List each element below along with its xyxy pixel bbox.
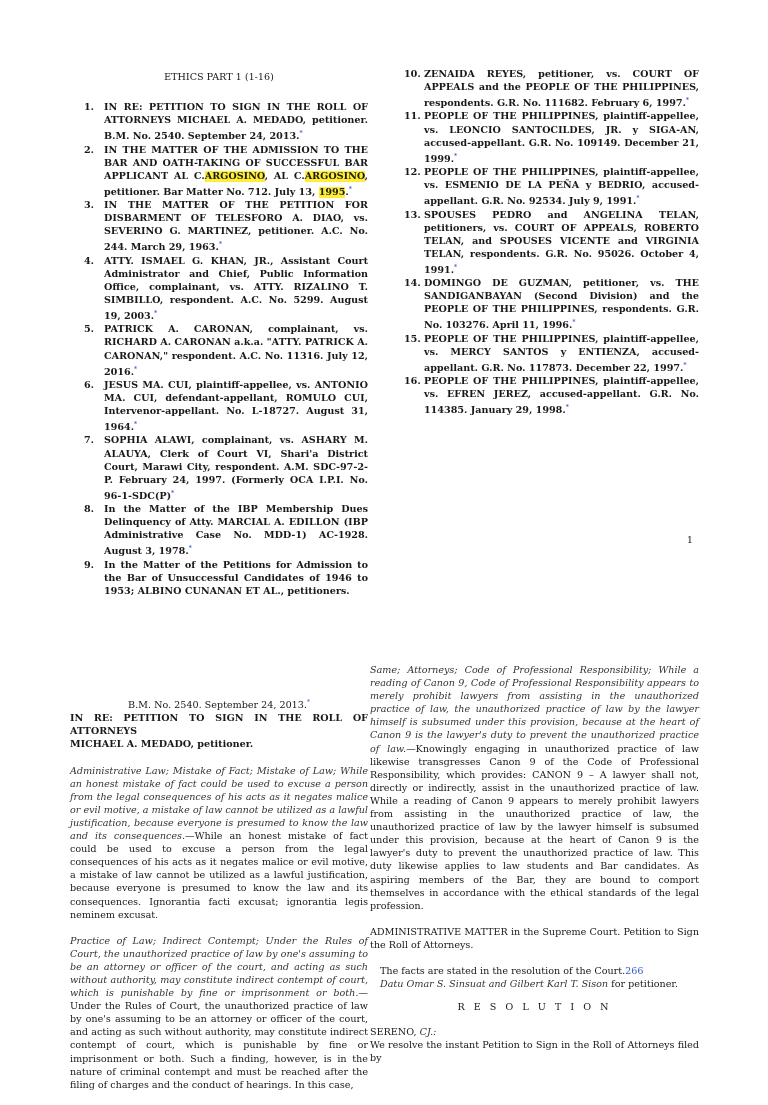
- footnote-marker[interactable]: *: [636, 195, 640, 203]
- footnote-marker[interactable]: *: [454, 152, 458, 160]
- case-item: [70, 144, 368, 200]
- resolution-first-line: We resolve the instant Petition to Sign in the Roll of Attorneys filed by: [370, 1040, 699, 1065]
- case-text: JESUS MA. CUI, plaintiff-appellee, vs. ANTONIO MA. CUI, defendant-appellant, ROMULO CUI, Intervenor-appellant. No. L-18727. August 31, 1964.: [104, 379, 368, 434]
- case-text: PEOPLE OF THE PHILIPPINES, plaintiff-appellee, vs. MERCY SANTOS y ENTIENZA, accused-appellant. G.R. No. 117873. December 22, 1997.: [424, 333, 699, 375]
- justice-line: SERENO, CJ.:: [370, 1027, 437, 1039]
- case-text: SPOUSES PEDRO and ANGELINA TELAN, petitioners, vs. COURT OF APPEALS, ROBERTO TELAN, and SPOUSES VICENTE and VIRGINIA TELAN, respondents. G.R. No. 95026. October 4, 1991.: [424, 209, 699, 277]
- case-item: [390, 166, 699, 208]
- case-text: PEOPLE OF THE PHILIPPINES, plaintiff-appellee, vs. ESMENIO DE LA PEÑA y BEDRIO, accused-appellant. G.R. No. 92534. July 9, 1991.: [424, 167, 699, 208]
- syllabus-paragraph-2: Practice of Law; Indirect Contempt; Under the Rules of Court, the unauthorized practice of law by one's assuming to be an attorney or officer of the court, and acting as such without authority, may constitute indirect contempt of court, which is punishable by fine or imprisonment or both.—Under the Rules of Court, the unauthorized practice of law by one's assuming to be an attorney or officer of the court, and acting as such without authority, may constitute indirect contempt of court, which is punishable by fine or imprisonment or both. Such a finding, however, is in the nature of criminal contempt and must be reached after the filing of charges and the conduct of hearings. In this case,: [70, 935, 368, 1091]
- case-text: In the Matter of the Petitions for Admission to the Bar of Unsuccessful Candidates of 1946 to 1953; ALBINO CUNANAN ET AL., petitioners.: [104, 559, 368, 597]
- case-number: 13.: [404, 209, 421, 221]
- case-text: PATRICK A. CARONAN, complainant, vs. RICHARD A. CARONAN a.k.a. "ATTY. PATRICK A. CARONAN," respondent. A.C. No. 11316. July 12, 2016.: [104, 324, 368, 378]
- left-column: [70, 0, 368, 598]
- footnote-marker[interactable]: *: [683, 361, 687, 369]
- case-item: [70, 379, 368, 435]
- case-number: 1.: [84, 102, 95, 114]
- page-title: ETHICS PART 1 (1-16): [164, 72, 274, 83]
- footnote-link[interactable]: 266: [625, 965, 644, 977]
- case-item: [70, 101, 368, 143]
- case-text: IN THE MATTER OF THE PETITION FOR DISBARMENT OF TELESFORO A. DIAO, vs. SEVERINO G. MARTINEZ, petitioner. A.C. No. 244. March 29, 1963.: [104, 200, 368, 254]
- counsel-line: Datu Omar S. Sinsuat and Gilbert Karl T. Sison for petitioner.: [380, 979, 678, 991]
- case-item: [70, 323, 368, 379]
- case-text: , AL C.: [264, 170, 305, 182]
- footnote-marker[interactable]: *: [134, 421, 138, 429]
- case-number: 2.: [84, 144, 95, 156]
- case-list-left: [70, 101, 368, 598]
- case-item: [390, 110, 699, 166]
- footnote-marker[interactable]: *: [188, 545, 192, 553]
- case-number: 7.: [84, 435, 95, 447]
- case-number: 10.: [404, 69, 421, 80]
- case-number: 16.: [404, 376, 421, 388]
- resolution-heading: R E S O L U T I O N: [457, 1002, 612, 1014]
- footnote-marker[interactable]: *: [171, 489, 175, 497]
- case-item: [70, 434, 368, 503]
- case-text: PEOPLE OF THE PHILIPPINES, plaintiff-appellee, vs. LEONCIO SANTOCILDES, JR. y SIGA-AN, accused-appellant. G.R. No. 109149. December 21, 1999.: [424, 111, 699, 165]
- case-item: [70, 255, 368, 324]
- case-text: SOPHIA ALAWI, complainant, vs. ASHARY M. ALAUYA, Clerk of Court VI, Shari'a District Court, Marawi City, respondent. A.M. SDC-97-2-P. February 24, 1997. (Formerly OCA I.P.I. No. 96-1-SDC(P): [104, 435, 368, 503]
- case-number: 6.: [84, 379, 95, 391]
- case-heading-title: IN RE: PETITION TO SIGN IN THE ROLL OF ATTORNEYS: [70, 713, 368, 738]
- case-text: .: [345, 187, 349, 199]
- case-number: 3.: [84, 200, 95, 212]
- syllabus-paragraph-3: Same; Attorneys; Code of Professional Responsibility; While a reading of Canon 9, Code of Professional Responsibility appears to merely prohibit lawyers from assisting in the unauthorized practice of law, the unauthorized practice of law by the lawyer himself is subsumed under this provision, because at the heart of Canon 9 is the lawyer's duty to prevent the unauthorized practice of law.—Knowingly engaging in unauthorized practice of law likewise transgresses Canon 9 of the Code of Professional Responsibility, which provides: CANON 9 – A lawyer shall not, directly or indirectly, assist in the unauthorized practice of law. While a reading of Canon 9 appears to merely prohibit lawyers from assisting in the unauthorized practice of law, the unauthorized practice of law by the lawyer himself is subsumed under this provision, because at the heart of Canon 9 is the lawyer's duty to prevent the unauthorized practice of law. This duty likewise applies to law students and Bar candidates. As aspiring members of the Bar, they are bound to comport themselves in accordance with the ethical standards of the legal profession.: [370, 665, 699, 912]
- case-text: ATTY. ISMAEL G. KHAN, JR., Assistant Court Administrator and Chief, Public Information Office, complainant, vs. ATTY. RIZALINO T. SIMBILLO, respondent. A.C. No. 5299. August 19, 2003.: [104, 255, 368, 323]
- footnote-marker[interactable]: *: [299, 130, 303, 138]
- facts-line: The facts are stated in the resolution of the Court.266: [380, 965, 644, 977]
- case-item: [70, 503, 368, 559]
- case-item: [390, 277, 699, 333]
- case-text: DOMINGO DE GUZMAN, petitioner, vs. THE SANDIGANBAYAN (Second Division) and the PEOPLE OF THE PHILIPPINES, respondents. G.R. No. 103276. April 11, 1996.: [424, 278, 699, 332]
- case-item: [390, 68, 699, 110]
- case-item: [70, 559, 368, 598]
- footnote-marker[interactable]: *: [134, 365, 138, 373]
- case-item: [390, 333, 699, 375]
- case-number: 12.: [404, 167, 421, 179]
- case-number: 8.: [84, 504, 95, 516]
- case-text: IN THE MATTER OF THE ADMISSION TO THE BAR AND OATH-TAKING OF SUCCESSFUL BAR APPLICANT AL C.: [104, 144, 368, 182]
- case-number: 9.: [84, 559, 95, 571]
- highlighted-text: ARGOSINO: [304, 170, 365, 182]
- footnote-marker[interactable]: *: [154, 310, 158, 318]
- case-heading-date: B.M. No. 2540. September 24, 2013.*: [128, 699, 310, 712]
- case-item: [70, 199, 368, 255]
- case-number: 15.: [404, 333, 421, 345]
- page2-right-column: [370, 664, 699, 1066]
- case-text: IN RE: PETITION TO SIGN IN THE ROLL OF ATTORNEYS MICHAEL A. MEDADO, petitioner. B.M. No. 2540. September 24, 2013.: [104, 102, 368, 143]
- page-number: 1: [686, 535, 693, 546]
- footnote-marker[interactable]: *: [218, 241, 222, 249]
- admin-matter: ADMINISTRATIVE MATTER in the Supreme Court. Petition to Sign the Roll of Attorneys.: [370, 926, 699, 951]
- footnote-marker[interactable]: *: [565, 404, 569, 412]
- highlighted-text: 1995: [318, 187, 346, 199]
- highlighted-text: ARGOSINO: [204, 170, 265, 182]
- footnote-marker[interactable]: *: [306, 699, 310, 706]
- right-column: [390, 68, 699, 418]
- footnote-marker[interactable]: *: [572, 319, 576, 327]
- case-item: [390, 375, 699, 417]
- case-number: 14.: [404, 278, 421, 290]
- case-text: ZENAIDA REYES, petitioner, vs. COURT OF APPEALS and the PEOPLE OF THE PHILIPPINES, respondents. G.R. No. 111682. February 6, 1997.: [424, 69, 699, 110]
- case-number: 11.: [404, 111, 421, 123]
- case-list-right: [390, 68, 699, 418]
- syllabus-paragraph-1: Administrative Law; Mistake of Fact; Mistake of Law; While an honest mistake of fact could be used to excuse a person from the legal consequences of his acts as it negates malice or evil motive, a mistake of law cannot be utilized as a lawful justification, because everyone is presumed to know the law and its consequences.—While an honest mistake of fact could be used to excuse a person from the legal consequences of his acts as it negates malice or evil motive, a mistake of law cannot be utilized as a lawful justification, because everyone is presumed to know the law and its consequences. Ignorantia facti excusat; ignorantia legis neminem excusat.: [70, 765, 368, 921]
- case-text: , petitioner. Bar Matter No. 712. July 13,: [104, 170, 368, 199]
- case-heading-petitioner: MICHAEL A. MEDADO, petitioner.: [70, 739, 254, 751]
- footnote-marker[interactable]: *: [348, 185, 352, 193]
- case-number: 5.: [84, 324, 95, 336]
- case-text: PEOPLE OF THE PHILIPPINES, plaintiff-appellee, vs. EFREN JEREZ, accused-appellant. G.R. No. 114385. January 29, 1998.: [424, 376, 699, 417]
- case-item: [390, 209, 699, 278]
- page2-left-column: [70, 696, 368, 1105]
- case-text: In the Matter of the IBP Membership Dues Delinquency of Atty. MARCIAL A. EDILLON (IBP Administrative Case No. MDD-1) AC-1928. August 3, 1978.: [104, 504, 368, 558]
- footnote-marker[interactable]: *: [685, 97, 690, 105]
- footnote-marker[interactable]: *: [454, 263, 458, 271]
- case-number: 4.: [84, 255, 95, 267]
